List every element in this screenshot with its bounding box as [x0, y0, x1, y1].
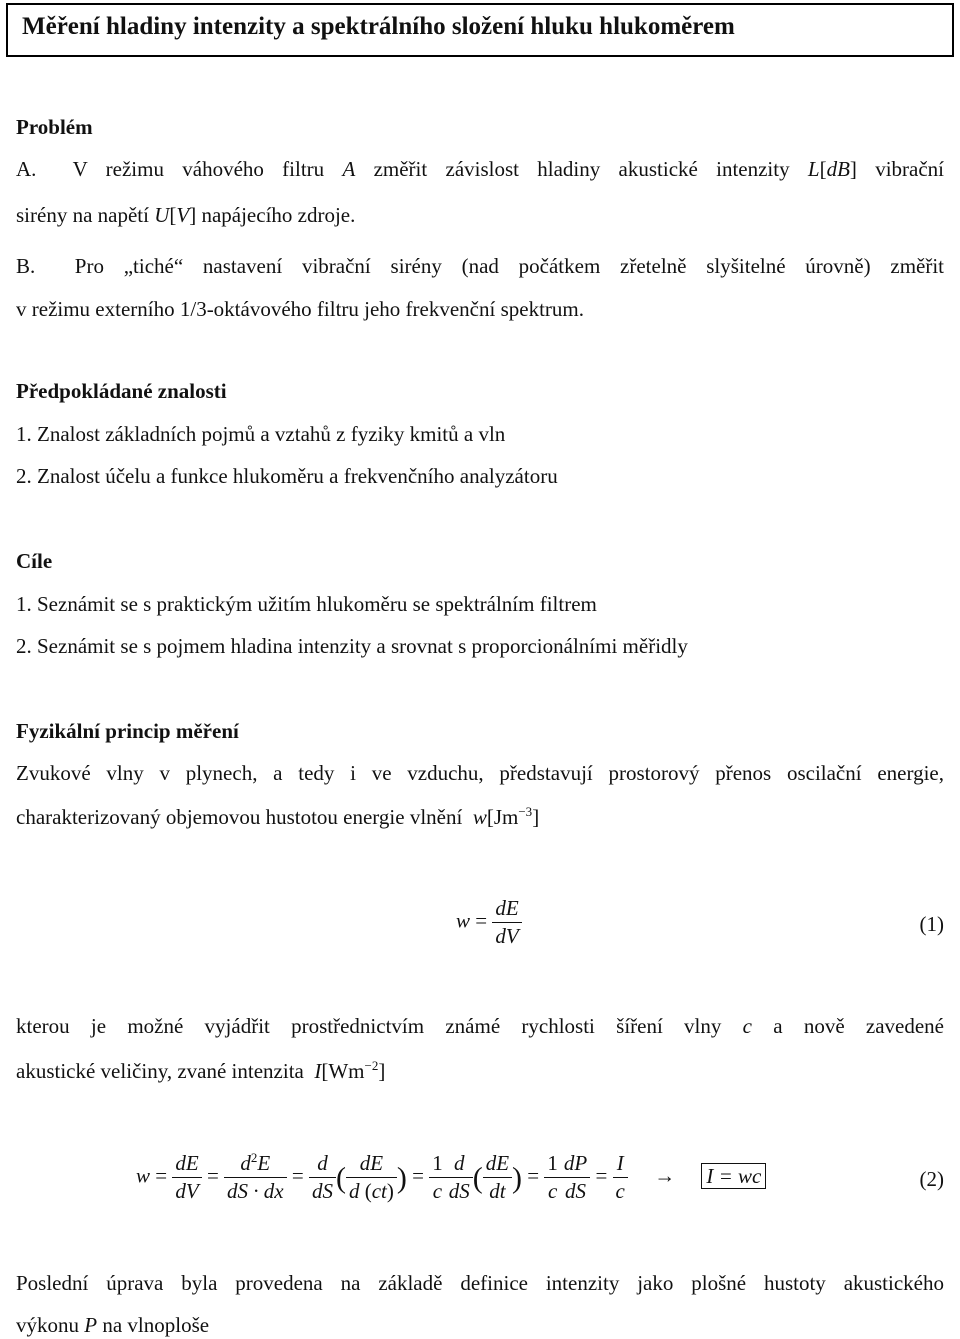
principle-p3-line2 — [16, 1312, 209, 1339]
principle-heading: Fyzikální princip měření — [16, 719, 239, 743]
equation-2-body: w = $\frac{dE}{dV}$ = $\frac{d^2E}{dS \cdot dx}$ = $\frac{d}{dS}$ ( $\frac{dE}{d (ct)}$ ) = $\frac{1}{c}$ $\frac{d}{dS}$ ( $\frac{dE}{dt}$ ) = $\frac{1}{c}$ $\frac{dP}{dS}$ = $\frac{I}{c}$ → I = wc — [136, 1150, 766, 1206]
principle-p3-text1: výkonu — [16, 1313, 79, 1337]
principle-p1-line1: Zvukové vlny v plynech, a tedy i ve vzduchu, představují prostorový přenos oscilační energie, — [16, 761, 944, 785]
principle-p2-text1: kterou je možné vyjádřit prostřednictvím známé rychlosti šíření vlny — [16, 1014, 722, 1038]
principle-p3-line1: Poslední úprava byla provedena na základě definice intenzity jako plošné hustoty akustického — [16, 1271, 944, 1295]
principle-p2-line2 — [16, 1058, 385, 1085]
problem-b-line1 — [16, 253, 944, 280]
equation-1-body: w = $\frac{dE}{dV}$ — [456, 895, 522, 951]
equation-1-number: (1) — [919, 912, 944, 936]
symbol-c: c — [742, 1014, 752, 1038]
principle-p3-text2: na vlnoploše — [102, 1313, 210, 1337]
problem-a-text4: sirény na napětí — [16, 203, 149, 227]
problem-a-line2 — [16, 202, 355, 229]
symbol-A: A — [342, 157, 356, 181]
goals-item-1: 1. Seznámit se s praktickým užitím hlukoměru se spektrálním filtrem — [16, 592, 597, 616]
problem-b-line2: v režimu externího 1/3-oktávového filtru jeho frekvenční spektrum. — [16, 297, 584, 321]
problem-a-prefix: A. — [16, 157, 37, 181]
prereq-item-1: 1. Znalost základních pojmů a vztahů z fyziky kmitů a vln — [16, 422, 506, 446]
principle-p2-line1 — [16, 1013, 944, 1040]
goals-item-2: 2. Seznámit se s pojmem hladina intenzity a srovnat s proporcionálními měřidly — [16, 634, 688, 658]
problem-b-text1: Pro „tiché“ nastavení vibrační sirény (nad počátkem zřetelně slyšitelné úrovně) změřit — [74, 254, 945, 278]
problem-b-prefix: B. — [16, 254, 36, 278]
I-unit-expr: $I[Wm^{-2}]$ — [314, 1058, 386, 1083]
L-unit-expr: L[dB] — [807, 157, 857, 181]
equation-2-number: (2) — [919, 1167, 944, 1191]
w-unit-expr: $w[Jm^{-3}]$ — [472, 804, 540, 829]
U-unit-expr: U[V] — [154, 203, 197, 227]
problem-a-text3: vibrační — [875, 157, 944, 181]
problem-a-text1: V režimu váhového filtru — [72, 157, 325, 181]
problem-a-text5: napájecího zdroje. — [201, 203, 356, 227]
goals-heading: Cíle — [16, 549, 53, 573]
page-title: Měření hladiny intenzity a spektrálního složení hluku hlukoměrem — [22, 13, 735, 40]
symbol-P: P — [84, 1313, 98, 1337]
problem-a-text2: změřit závislost hladiny akustické intenzity — [373, 157, 790, 181]
prereq-heading: Předpokládané znalosti — [16, 379, 227, 403]
equation-2-boxed-result: I = wc — [701, 1163, 766, 1189]
problem-a-line1 — [16, 156, 944, 183]
principle-p1-line2 — [16, 804, 539, 831]
problem-heading: Problém — [16, 115, 93, 139]
principle-p2-text3: akustické veličiny, zvané intenzita — [16, 1059, 304, 1083]
title-box — [6, 3, 954, 57]
prereq-item-2: 2. Znalost účelu a funkce hlukoměru a frekvenčního analyzátoru — [16, 464, 558, 488]
principle-p1-text: charakterizovaný objemovou hustotou energie vlnění — [16, 805, 463, 829]
principle-p2-text2: a nově zavedené — [773, 1014, 945, 1038]
